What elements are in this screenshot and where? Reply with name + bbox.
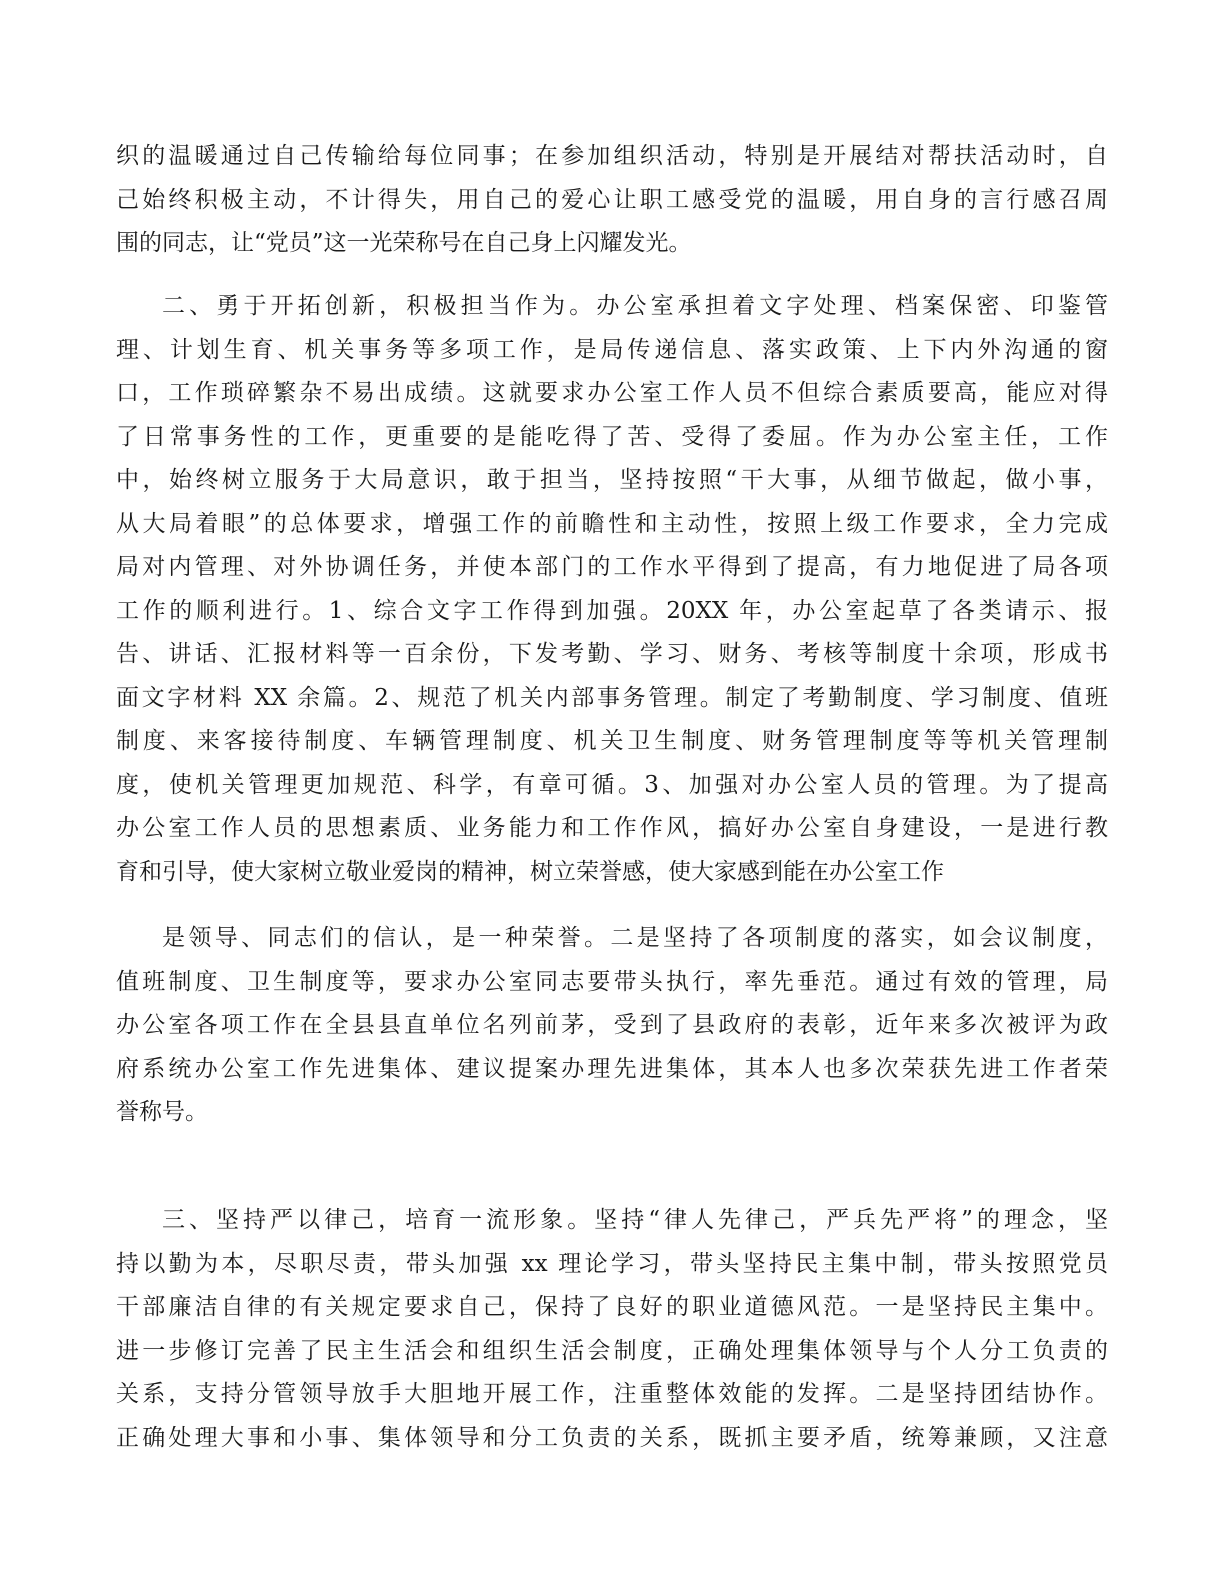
text-line: 己始终积极主动，不计得失，用自己的爱心让职工感受党的温暖，用自身的言行感召周 [116,186,1108,213]
paragraph-4 [116,1199,1108,1460]
text-line: 正确处理大事和小事、集体领导和分工负责的关系，既抓主要矛盾，统筹兼顾，又注意 [116,1424,1108,1451]
text-line: 口，工作琐碎繁杂不易出成绩。这就要求办公室工作人员不但综合素质要高，能应对得 [116,380,1108,406]
paragraph-1 [116,135,1108,266]
text-line: 面文字材料 XX 余篇。2、规范了机关内部事务管理。制定了考勤制度、学习制度、值班 [116,684,1108,711]
text-line: 三、坚持严以律己，培育一流形象。坚持“律人先律己，严兵先严将”的理念，坚 [162,1207,1108,1233]
text-line: 誉称号。 [116,1099,208,1125]
text-line: 办公室各项工作在全县县直单位名列前茅，受到了县政府的表彰，近年来多次被评为政 [116,1012,1108,1038]
text-line: 办公室工作人员的思想素质、业务能力和工作作风，搞好办公室自身建设，一是进行教 [116,815,1108,841]
text-line: 织的温暖通过自己传输给每位同事；在参加组织活动，特别是开展结对帮扶活动时，自 [116,143,1108,169]
text-line: 理、计划生育、机关事务等多项工作，是局传递信息、落实政策、上下内外沟通的窗 [116,336,1108,363]
text-line: 府系统办公室工作先进集体、建议提案办理先进集体，其本人也多次荣获先进工作者荣 [116,1055,1108,1082]
text-line: 从大局着眼”的总体要求，增强工作的前瞻性和主动性，按照上级工作要求，全力完成 [116,510,1108,537]
text-line: 干部廉洁自律的有关规定要求自己，保持了良好的职业道德风范。一是坚持民主集中。 [116,1294,1108,1320]
text-line: 中，始终树立服务于大局意识，敢于担当，坚持按照“干大事，从细节做起，做小事， [116,467,1108,493]
text-line: 制度、来客接待制度、车辆管理制度、机关卫生制度、财务管理制度等等机关管理制 [116,728,1108,754]
text-line: 值班制度、卫生制度等，要求办公室同志要带头执行，率先垂范。通过有效的管理，局 [116,968,1108,995]
text-line: 进一步修订完善了民主生活会和组织生活会制度，正确处理集体领导与个人分工负责的 [116,1337,1108,1364]
text-line: 度，使机关管理更加规范、科学，有章可循。3、加强对办公室人员的管理。为了提高 [116,771,1108,798]
paragraph-2 [116,285,1108,894]
text-line: 工作的顺利进行。1、综合文字工作得到加强。20XX 年，办公室起草了各类请示、报 [116,597,1108,624]
paragraph-3 [116,917,1108,1135]
text-line: 是领导、同志们的信认，是一种荣誉。二是坚持了各项制度的落实，如会议制度， [162,925,1108,951]
text-line: 了日常事务性的工作，更重要的是能吃得了苦、受得了委屈。作为办公室主任，工作 [116,423,1108,450]
text-line: 告、讲话、汇报材料等一百余份，下发考勤、学习、财务、考核等制度十余项，形成书 [116,641,1108,667]
text-line: 关系，支持分管领导放手大胆地开展工作，注重整体效能的发挥。二是坚持团结协作。 [116,1381,1108,1407]
text-line: 围的同志，让“党员”这一光荣称号在自己身上闪耀发光。 [116,230,692,256]
text-line: 局对内管理、对外协调任务，并使本部门的工作水平得到了提高，有力地促进了局各项 [116,554,1108,580]
text-line: 持以勤为本，尽职尽责，带头加强 xx 理论学习，带头坚持民主集中制，带头按照党员 [116,1250,1108,1277]
text-line: 育和引导，使大家树立敬业爱岗的精神，树立荣誉感，使大家感到能在办公室工作 [116,858,944,885]
text-line: 二、勇于开拓创新，积极担当作为。办公室承担着文字处理、档案保密、印鉴管 [162,293,1108,319]
